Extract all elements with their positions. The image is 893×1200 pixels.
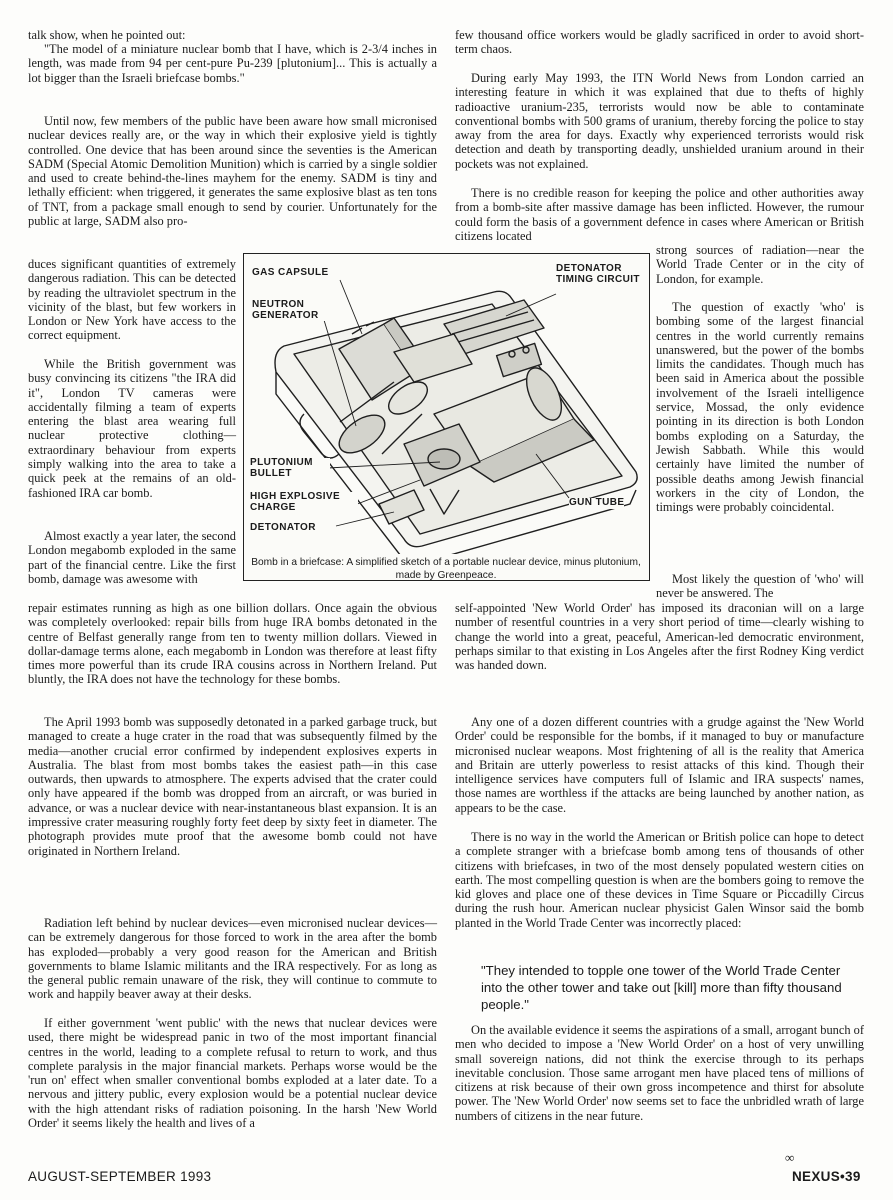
- paragraph: If either government 'went public' with the news that nuclear devices were used, there might be widespread panic in two of the most important financial centres in the world, leading to a complete refusal to return to work, and thus complete paralysis in the major financial markets. Perhaps worse would be the 'run on' effect when smaller conventional bombs exploded at a later date. To a nervous and jittery public, every explosion would be a potential nuclear device with the high attendant risks of radiation poisoning. In the harsh 'New World Order' it seems likely the health and lives of a: [28, 1016, 437, 1131]
- paragraph: There is no credible reason for keeping the police and other authorities away from a bomb-site after massive damage has been inflicted. However, the rumour could form the basis of a government defence in cases where American or British citizens located: [455, 186, 864, 243]
- paragraph: Almost exactly a year later, the second London megabomb exploded in the same part of the financial centre. Like the first bomb, damage was awesome with: [28, 529, 236, 586]
- paragraph: repair estimates running as high as one billion dollars. Once again the obvious was completely overlooked: repair bills from huge IRA bombs detonated in the centre of Belfast generally range from ten to twenty million dollars. Viewed in dollar-damage terms alone, each megabomb in London was therefore at least fifty times more powerful than its crude IRA cousins across in Northern Ireland. Put bluntly, the IRA does not have the technology for these bombs.: [28, 601, 437, 687]
- paragraph: Most likely the question of 'who' will never be answered. The: [656, 572, 864, 601]
- figure-caption: Bomb in a briefcase: A simplified sketch of a portable nuclear device, minus plutonium, made by Greenpeace.: [251, 557, 641, 581]
- paragraph-quote: "The model of a miniature nuclear bomb that I have, which is 2-3/4 inches in length, was made from 94 per cent-pure Pu-239 [plutonium]... This is actually a lot bigger than the Israeli briefcase bombs.": [28, 42, 437, 85]
- paragraph: There is no way in the world the American or British police can hope to detect a complete stranger with a briefcase bomb among tens of thousands of other citizens with briefcases, in two of the most densely populated western cities on earth. The most compelling question is when are the bombers going to remove the kid gloves and place one of these devices in Time Square or Piccadilly Circus during the rush hour. American nuclear physicist Galen Winsor said the bomb planted in the World Trade Center was incorrectly placed:: [455, 830, 864, 930]
- label-gas-capsule: GAS CAPSULE: [252, 267, 329, 278]
- paragraph: Until now, few members of the public have been aware how small micronised nuclear devices really are, or the way in which their explosive yield is tightly controlled. One device that has been around since the seventies is the American SADM (Special Atomic Demolition Munition) which is carried by a single soldier and used to create behind-the-lines mayhem for the enemy. SADM is tiny and lethally efficient: when triggered, it generates the same explosive blast as ten tons of TNT, from a package small enough to send by courier. Unfortunately for the public at large, SADM also pro-: [28, 114, 437, 229]
- paragraph: Radiation left behind by nuclear devices—even micronised nuclear devices—can be extremely dangerous for those forced to work in the area after the bomb has exploded—probably a very good reason for the American and British governments to blame Islamic militants and the IRA respectively. For as long as the general public remain unaware of the risk, they will continue to commute to work and happily beaver away at their desks.: [28, 916, 437, 1002]
- paragraph: few thousand office workers would be gladly sacrificed in order to avoid short-term chaos.: [455, 28, 864, 57]
- paragraph: self-appointed 'New World Order' has imposed its draconian will on a large number of resentful countries in a very short period of time—clearly wishing to change the world into a great, peaceful, American-led democratic environment, perhaps similar to that existing in Los Angeles after the first Rodney King verdict was handed down.: [455, 601, 864, 673]
- paragraph: duces significant quantities of extremely dangerous radiation. This can be detected by reading the ultraviolet spectrum in the vicinity of the blast, but few workers in London or New York have access to the correct equipment.: [28, 257, 236, 343]
- paragraph: On the available evidence it seems the aspirations of a small, arrogant bunch of men who decided to impose a 'New World Order' on a host of very unwilling small sovereign nations, did not think the exercise through to its perhaps inevitable conclusion. Those same arrogant men have placed tens of millions of citizens at risk because of their own gross incompetence and thirst for absolute power. The 'New World Order' now seems set to face the unbridled wrath of large numbers of citizens in the near future.: [455, 1023, 864, 1123]
- briefcase-bomb-figure: [243, 253, 650, 581]
- paragraph: The April 1993 bomb was supposedly detonated in a parked garbage truck, but managed to create a huge crater in the road that was subsequently filmed by the media—another crucial error confirmed by independent explosives experts in Australia. The blast from most bombs takes the easiest path—in this case outwards, then upwards to atmosphere. The experts advised that the crater could only have appeared if the bomb was dropped from an aircraft, or was buried in advance, or was a nuclear device with near-instantaneous blast expansion. It is an impressive crater measuring roughly forty feet deep by sixty feet in diameter. The photograph provides mute proof that the awesome bomb could not have originated in Northern Ireland.: [28, 715, 437, 858]
- paragraph: talk show, when he pointed out:: [28, 28, 186, 42]
- footer-page-number: NEXUS•39: [792, 1169, 861, 1184]
- label-detonator-timing-circuit: DETONATOR TIMING CIRCUIT: [556, 263, 640, 285]
- footer-date: AUGUST-SEPTEMBER 1993: [28, 1169, 212, 1184]
- label-neutron-generator: NEUTRON GENERATOR: [252, 300, 332, 321]
- end-mark: ∞: [785, 1150, 795, 1165]
- paragraph: The question of exactly 'who' is bombing some of the largest financial centres in the world currently remains unanswered, but the power of the bombs limits the candidates. Though much has been said in America about the possible involvement of the Israeli intelligence service, Mossad, the only evidence pointing in its direction is both London bombs exploding on a Saturday, the Jewish Sabbath. While this would certainly have limited the number of possible deaths among Jewish financial workers in the city of London, the timings were probably coincidental.: [656, 300, 864, 515]
- label-gun-tube: GUN TUBE: [569, 497, 625, 508]
- label-detonator: DETONATOR: [250, 522, 316, 533]
- pull-quote: "They intended to topple one tower of the World Trade Center into the other tower and take out [kill] more than fifty thousand people.": [481, 963, 842, 1012]
- paragraph: Any one of a dozen different countries with a grudge against the 'New World Order' could be responsible for the bombs, if it managed to buy or manufacture micronised nuclear weapons. Most frightening of all is the reality that America and Britain are utterly powerless to resist attacks of this kind. Though their intelligence services have computers full of Islamic and IRA suspects' names, those names are worthless if the attacks are being launched by another nation, as appears to be the case.: [455, 715, 864, 815]
- paragraph: strong sources of radiation—near the World Trade Center or in the city of London, for example.: [656, 243, 864, 286]
- paragraph: During early May 1993, the ITN World News from London carried an interesting feature in which it was explained that due to thefts of highly radioactive uranium-235, terrorists would now be able to contaminate conventional bombs with 500 grams of uranium, thereby forcing the police to stay away from the area for days. Exactly why experienced terrorists would risk detection and death by transporting deadly, unshielded uranium around in their pockets was not explained.: [455, 71, 864, 171]
- label-plutonium-bullet: PLUTONIUM BULLET: [250, 458, 330, 479]
- paragraph: While the British government was busy convincing its citizens "the IRA did it", London TV cameras were accidentally filming a team of experts entering the blast area wearing full nuclear protective clothing—extraordinary behaviour from experts simply walking into the area to take a quick peek at the remains of an old-fashioned IRA car bomb.: [28, 357, 236, 500]
- label-high-explosive-charge: HIGH EXPLOSIVE CHARGE: [250, 492, 358, 513]
